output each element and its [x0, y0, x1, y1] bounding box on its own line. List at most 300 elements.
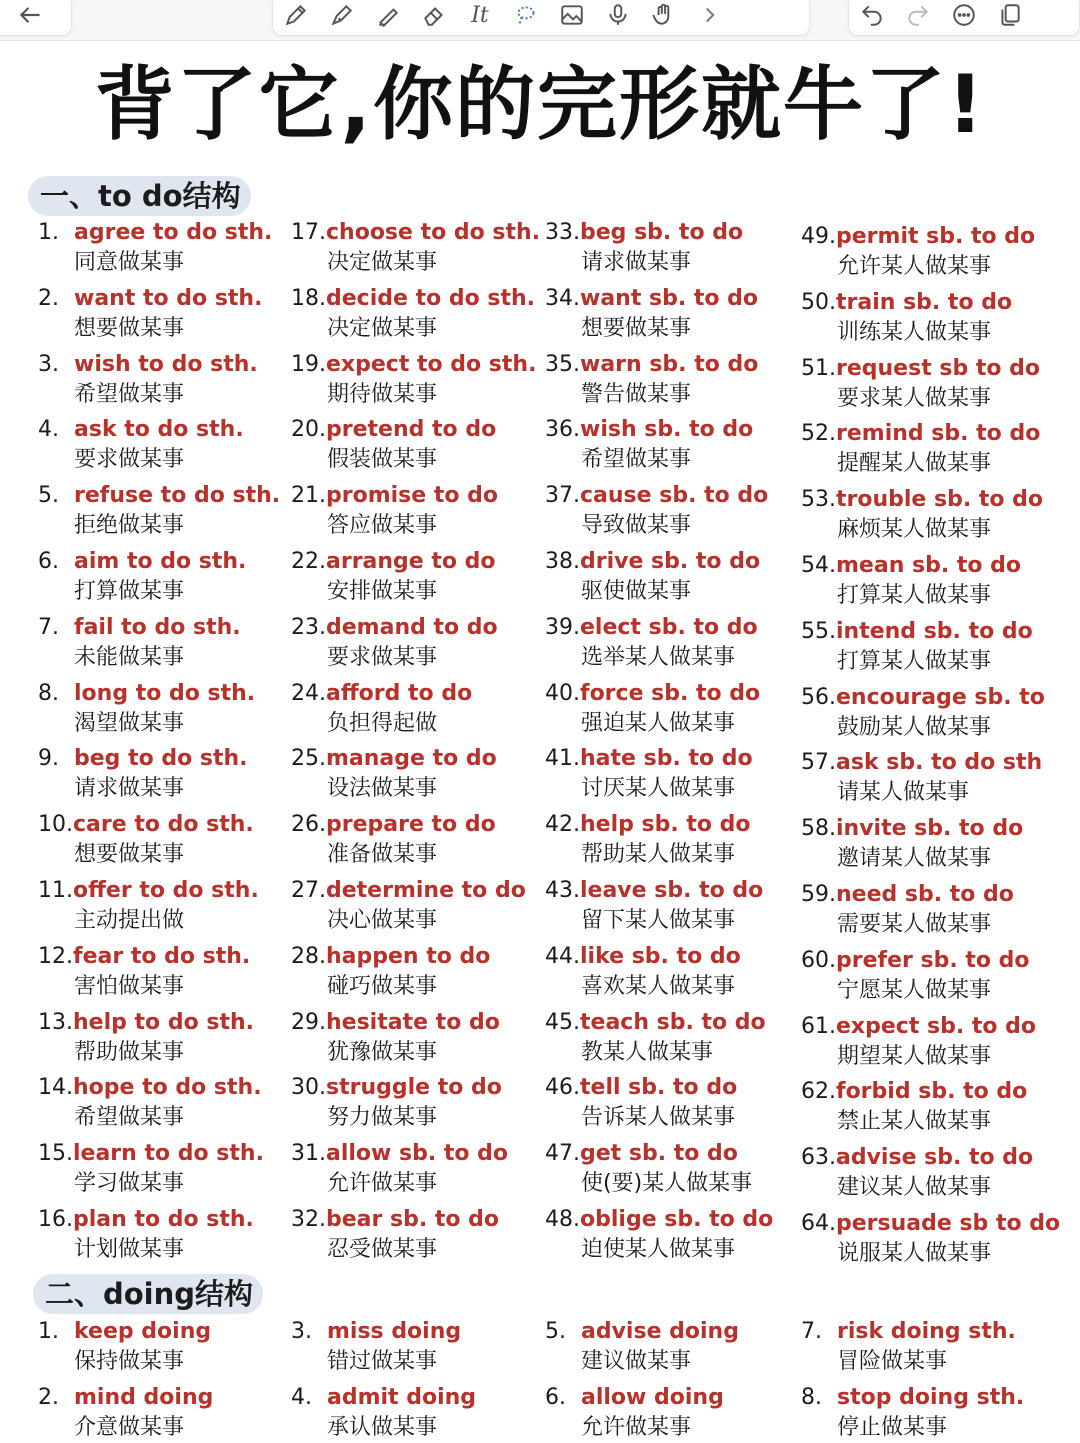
phrase-item	[801, 880, 1014, 940]
phrase-item	[291, 744, 497, 804]
chinese-meaning: 想要做某事	[74, 315, 185, 341]
chinese-meaning: 忍受做某事	[327, 1237, 438, 1262]
item-number: 20.	[291, 417, 326, 443]
chinese-meaning: 决心做某事	[327, 908, 438, 933]
phrase-item	[38, 876, 259, 936]
item-number: 19.	[291, 351, 326, 377]
english-phrase: warn sb. to do	[580, 351, 759, 377]
phrase-item	[545, 810, 751, 870]
item-number: 44.	[545, 943, 580, 969]
chinese-meaning: 保持做某事	[74, 1349, 185, 1374]
item-number: 2.	[38, 1385, 59, 1410]
chinese-meaning: 主动提出做	[74, 908, 185, 933]
english-phrase: forbid sb. to do	[836, 1079, 1028, 1105]
item-number: 13.	[38, 1009, 73, 1035]
english-phrase: learn to do sth.	[73, 1141, 264, 1167]
phrase-item	[38, 481, 280, 541]
item-number: 14.	[38, 1075, 73, 1101]
phrase-item	[291, 679, 472, 739]
item-number: 59.	[801, 882, 836, 907]
chinese-meaning: 选举某人做某事	[581, 644, 736, 670]
item-number: 21.	[291, 483, 326, 509]
phrase-item	[291, 876, 526, 936]
phrase-item	[801, 551, 1021, 611]
phrase-item	[801, 814, 1023, 874]
chinese-meaning: 帮助做某事	[74, 1039, 185, 1065]
phrase-item	[291, 415, 496, 475]
drawing-tools	[272, 0, 810, 36]
english-phrase: persuade sb to do	[836, 1211, 1061, 1236]
english-phrase: struggle to do	[326, 1075, 502, 1101]
english-phrase: mind doing	[74, 1385, 214, 1410]
item-number: 4.	[38, 417, 59, 443]
item-number: 38.	[545, 549, 580, 574]
english-phrase: force sb. to do	[580, 680, 761, 706]
english-phrase: expect sb. to do	[836, 1013, 1037, 1039]
english-phrase: happen to do	[326, 943, 491, 969]
item-number: 31.	[291, 1141, 326, 1167]
english-phrase: permit sb. to do	[836, 224, 1036, 249]
chevron-right-icon[interactable]	[687, 0, 733, 35]
english-phrase: want to do sth.	[74, 285, 263, 311]
phrase-item	[801, 1383, 1024, 1443]
chinese-meaning: 要求做某事	[74, 447, 185, 473]
phrase-item	[291, 481, 498, 541]
phrase-item	[801, 1077, 1027, 1137]
phrase-item	[545, 876, 763, 936]
english-phrase: like sb. to do	[580, 943, 741, 969]
phrase-item	[545, 415, 753, 475]
phrase-item	[291, 613, 498, 673]
history-group	[848, 0, 1080, 36]
phrase-item	[38, 218, 272, 278]
chinese-meaning: 计划做某事	[74, 1237, 185, 1262]
english-phrase: help sb. to do	[580, 812, 751, 838]
phrase-item	[801, 419, 1040, 479]
english-phrase: wish sb. to do	[580, 417, 754, 443]
phrase-item	[291, 1073, 502, 1133]
chinese-meaning: 未能做某事	[74, 644, 185, 670]
item-number: 15.	[38, 1141, 73, 1167]
english-phrase: allow doing	[581, 1385, 724, 1410]
chinese-meaning: 渴望做某事	[74, 710, 185, 736]
english-phrase: hesitate to do	[326, 1009, 500, 1035]
chinese-meaning: 冒险做某事	[837, 1349, 948, 1374]
phrase-item	[545, 218, 743, 278]
item-number: 33.	[545, 220, 580, 245]
item-number: 56.	[801, 684, 836, 710]
english-phrase: keep doing	[74, 1319, 212, 1344]
phrase-item	[545, 1383, 724, 1443]
english-phrase: demand to do	[326, 614, 498, 640]
english-phrase: oblige sb. to do	[580, 1207, 774, 1232]
chinese-meaning: 要求做某事	[327, 644, 438, 670]
item-number: 35.	[545, 351, 580, 377]
english-phrase: drive sb. to do	[580, 549, 761, 574]
english-phrase: manage to do	[326, 746, 497, 772]
chinese-meaning: 害怕做某事	[74, 973, 185, 999]
chinese-meaning: 要求某人做某事	[837, 385, 992, 411]
english-phrase: request sb to do	[836, 355, 1041, 381]
chinese-meaning: 打算某人做某事	[837, 648, 992, 674]
item-number: 2.	[38, 285, 59, 311]
english-phrase: cause sb. to do	[580, 483, 769, 509]
chinese-meaning: 答应做某事	[327, 513, 438, 539]
phrase-item	[38, 547, 246, 607]
pen-icon[interactable]	[273, 0, 319, 35]
english-phrase: intend sb. to do	[836, 618, 1033, 644]
item-number: 49.	[801, 224, 836, 249]
item-number: 3.	[291, 1319, 312, 1344]
image-icon[interactable]	[549, 0, 595, 35]
text-tool-icon[interactable]: It	[471, 2, 489, 28]
chinese-meaning: 讨厌某人做某事	[581, 776, 736, 802]
item-number: 39.	[545, 614, 580, 640]
item-number: 5.	[38, 483, 59, 509]
chinese-meaning: 迫使某人做某事	[581, 1237, 736, 1262]
section-heading: 二、doing结构	[33, 1274, 263, 1314]
item-number: 36.	[545, 417, 580, 443]
phrase-item	[545, 284, 758, 344]
hand-icon[interactable]	[641, 0, 687, 35]
item-number: 5.	[545, 1319, 566, 1344]
phrase-item	[38, 810, 254, 870]
lasso-icon[interactable]	[503, 0, 549, 35]
chinese-meaning: 警告做某事	[581, 381, 692, 407]
item-number: 53.	[801, 487, 836, 513]
english-phrase: beg to do sth.	[74, 746, 248, 772]
chinese-meaning: 请求做某事	[74, 776, 185, 802]
chinese-meaning: 同意做某事	[74, 250, 185, 275]
english-phrase: bear sb. to do	[326, 1207, 500, 1232]
chinese-meaning: 建议做某事	[581, 1349, 692, 1374]
item-number: 37.	[545, 483, 580, 509]
english-phrase: long to do sth.	[74, 680, 256, 706]
item-number: 8.	[38, 680, 59, 706]
phrase-item	[291, 1383, 476, 1443]
english-phrase: care to do sth.	[73, 812, 254, 838]
top-toolbar	[0, 0, 1080, 41]
english-phrase: hate sb. to do	[580, 746, 753, 772]
item-number: 30.	[291, 1075, 326, 1101]
english-phrase: beg sb. to do	[580, 220, 744, 245]
phrase-item	[545, 613, 758, 673]
chinese-meaning: 想要做某事	[74, 842, 185, 868]
item-number: 4.	[291, 1385, 312, 1410]
phrase-item	[291, 547, 496, 607]
phrase-item	[545, 1073, 737, 1133]
phrase-item	[801, 683, 1045, 743]
phrase-item	[801, 1317, 1016, 1377]
page-title: 背了它,你的完形就牛了!	[94, 58, 986, 151]
english-phrase: decide to do sth.	[326, 285, 536, 311]
phrase-item	[291, 1139, 508, 1199]
chinese-meaning: 训练某人做某事	[837, 319, 992, 345]
item-number: 28.	[291, 943, 326, 969]
chinese-meaning: 期待做某事	[327, 381, 438, 407]
chinese-meaning: 喜欢某人做某事	[581, 973, 736, 999]
item-number: 60.	[801, 947, 836, 973]
phrase-item	[291, 350, 536, 410]
phrase-item	[801, 617, 1033, 677]
english-phrase: risk doing sth.	[837, 1319, 1016, 1344]
chinese-meaning: 碰巧做某事	[327, 973, 438, 999]
item-number: 46.	[545, 1075, 580, 1101]
pages-icon[interactable]	[987, 0, 1033, 35]
chinese-meaning: 拒绝做某事	[74, 513, 185, 539]
chinese-meaning: 允许做某事	[581, 1415, 692, 1440]
phrase-item	[38, 1205, 254, 1265]
phrase-item	[801, 354, 1040, 414]
item-number: 1.	[38, 1319, 59, 1344]
phrase-item	[38, 284, 262, 344]
chinese-meaning: 使(要)某人做某事	[581, 1171, 753, 1197]
chinese-meaning: 帮助某人做某事	[581, 842, 736, 868]
chinese-meaning: 导致做某事	[581, 513, 692, 539]
back-group	[0, 0, 72, 36]
english-phrase: admit doing	[327, 1385, 477, 1410]
chinese-meaning: 驱使做某事	[581, 579, 692, 604]
item-number: 52.	[801, 421, 836, 447]
english-phrase: pretend to do	[326, 417, 497, 443]
phrase-item	[291, 1317, 461, 1377]
item-number: 45.	[545, 1009, 580, 1035]
english-phrase: miss doing	[327, 1319, 462, 1344]
english-phrase: choose to do sth.	[326, 220, 541, 245]
item-number: 42.	[545, 812, 580, 838]
english-phrase: trouble sb. to do	[836, 487, 1044, 513]
item-number: 25.	[291, 746, 326, 772]
item-number: 9.	[38, 746, 59, 772]
phrase-item	[801, 485, 1043, 545]
english-phrase: prepare to do	[326, 812, 496, 838]
english-phrase: advise doing	[581, 1319, 739, 1344]
item-number: 16.	[38, 1207, 73, 1232]
chinese-meaning: 邀请某人做某事	[837, 846, 992, 872]
phrase-item	[545, 481, 768, 541]
phrase-item	[545, 1008, 766, 1068]
chinese-meaning: 需要某人做某事	[837, 912, 992, 937]
phrase-item	[291, 218, 540, 278]
highlighter-icon[interactable]	[365, 0, 411, 35]
english-phrase: fear to do sth.	[73, 943, 251, 969]
eraser-icon[interactable]	[411, 0, 457, 35]
chinese-meaning: 假装做某事	[327, 447, 438, 473]
chinese-meaning: 希望做某事	[74, 1105, 185, 1131]
english-phrase: leave sb. to do	[580, 878, 764, 903]
item-number: 32.	[291, 1207, 326, 1232]
english-phrase: determine to do	[326, 878, 526, 903]
phrase-item	[38, 1008, 254, 1068]
chinese-meaning: 决定做某事	[327, 250, 438, 275]
english-phrase: ask sb. to do sth	[836, 750, 1043, 776]
english-phrase: teach sb. to do	[580, 1009, 766, 1035]
redo-icon[interactable]	[895, 0, 941, 35]
phrase-item	[38, 744, 248, 804]
chinese-meaning: 建议某人做某事	[837, 1175, 992, 1201]
undo-icon[interactable]	[849, 0, 895, 35]
phrase-item	[38, 613, 241, 673]
english-phrase: tell sb. to do	[580, 1075, 738, 1101]
phrase-item	[545, 1205, 773, 1265]
chinese-meaning: 期望某人做某事	[837, 1043, 992, 1069]
item-number: 3.	[38, 351, 59, 377]
english-phrase: expect to do sth.	[326, 351, 537, 377]
english-phrase: fail to do sth.	[74, 614, 241, 640]
item-number: 8.	[801, 1385, 822, 1410]
more-icon[interactable]	[941, 0, 987, 35]
phrase-item	[291, 284, 535, 344]
english-phrase: wish to do sth.	[74, 351, 258, 377]
phrase-item	[801, 1143, 1033, 1203]
item-number: 41.	[545, 746, 580, 772]
english-phrase: agree to do sth.	[74, 220, 273, 245]
english-phrase: elect sb. to do	[580, 614, 758, 640]
item-number: 58.	[801, 816, 836, 842]
item-number: 61.	[801, 1013, 836, 1039]
phrase-item	[801, 1012, 1036, 1072]
english-phrase: arrange to do	[326, 549, 496, 574]
chinese-meaning: 设法做某事	[327, 776, 438, 802]
phrase-item	[801, 946, 1030, 1006]
phrase-item	[38, 1139, 264, 1199]
phrase-item	[801, 748, 1042, 808]
chinese-meaning: 鼓励某人做某事	[837, 714, 992, 740]
item-number: 57.	[801, 750, 836, 776]
english-phrase: aim to do sth.	[74, 549, 247, 574]
chinese-meaning: 允许做某事	[327, 1171, 438, 1197]
item-number: 24.	[291, 680, 326, 706]
phrase-item	[38, 1383, 213, 1443]
english-phrase: offer to do sth.	[73, 878, 259, 903]
section-heading: 一、to do结构	[28, 176, 251, 216]
fountain-pen-icon[interactable]	[319, 0, 365, 35]
chinese-meaning: 准备做某事	[327, 842, 438, 868]
chinese-meaning: 允许某人做某事	[837, 254, 992, 279]
chinese-meaning: 决定做某事	[327, 315, 438, 341]
chinese-meaning: 犹豫做某事	[327, 1039, 438, 1065]
chinese-meaning: 说服某人做某事	[837, 1241, 992, 1266]
phrase-item	[291, 1008, 500, 1068]
chinese-meaning: 宁愿某人做某事	[837, 977, 992, 1003]
english-phrase: help to do sth.	[73, 1009, 254, 1035]
phrase-item	[291, 942, 490, 1002]
item-number: 43.	[545, 878, 580, 903]
item-number: 27.	[291, 878, 326, 903]
english-phrase: afford to do	[326, 680, 473, 706]
item-number: 18.	[291, 285, 326, 311]
english-phrase: prefer sb. to do	[836, 947, 1030, 973]
item-number: 6.	[545, 1385, 566, 1410]
english-phrase: ask to do sth.	[74, 417, 244, 443]
item-number: 7.	[801, 1319, 822, 1344]
chinese-meaning: 留下某人做某事	[581, 908, 736, 933]
phrase-item	[545, 679, 760, 739]
chinese-meaning: 提醒某人做某事	[837, 451, 992, 477]
back-arrow-icon[interactable]	[7, 0, 53, 35]
phrase-item	[801, 288, 1012, 348]
chinese-meaning: 承认做某事	[327, 1415, 438, 1440]
chinese-meaning: 安排做某事	[327, 579, 438, 604]
phrase-item	[38, 415, 244, 475]
phrase-item	[545, 744, 753, 804]
phrase-item	[38, 942, 250, 1002]
chinese-meaning: 学习做某事	[74, 1171, 185, 1197]
chinese-meaning: 负担得起做	[327, 710, 438, 736]
english-phrase: stop doing sth.	[837, 1385, 1025, 1410]
phrase-item	[801, 222, 1035, 282]
item-number: 23.	[291, 614, 326, 640]
chinese-meaning: 想要做某事	[581, 315, 692, 341]
microphone-icon[interactable]	[595, 0, 641, 35]
item-number: 48.	[545, 1207, 580, 1232]
item-number: 51.	[801, 355, 836, 381]
item-number: 63.	[801, 1145, 836, 1171]
chinese-meaning: 停止做某事	[837, 1415, 948, 1440]
item-number: 10.	[38, 812, 73, 838]
phrase-item	[545, 1139, 752, 1199]
chinese-meaning: 告诉某人做某事	[581, 1105, 736, 1131]
chinese-meaning: 错过做某事	[327, 1349, 438, 1374]
phrase-item	[545, 547, 760, 607]
english-phrase: want sb. to do	[580, 285, 759, 311]
item-number: 6.	[38, 549, 59, 574]
english-phrase: promise to do	[326, 483, 499, 509]
english-phrase: train sb. to do	[836, 289, 1013, 315]
phrase-item	[291, 810, 496, 870]
item-number: 29.	[291, 1009, 326, 1035]
chinese-meaning: 请某人做某事	[837, 780, 970, 806]
item-number: 55.	[801, 618, 836, 644]
english-phrase: remind sb. to do	[836, 421, 1041, 447]
item-number: 47.	[545, 1141, 580, 1167]
phrase-item	[291, 1205, 499, 1265]
english-phrase: invite sb. to do	[836, 816, 1024, 842]
item-number: 64.	[801, 1211, 836, 1236]
chinese-meaning: 希望做某事	[581, 447, 692, 473]
chinese-meaning: 麻烦某人做某事	[837, 517, 992, 543]
item-number: 12.	[38, 943, 73, 969]
english-phrase: encourage sb. to	[836, 684, 1045, 710]
chinese-meaning: 请求做某事	[581, 250, 692, 275]
item-number: 62.	[801, 1079, 836, 1105]
phrase-item	[38, 350, 258, 410]
chinese-meaning: 强迫某人做某事	[581, 710, 736, 736]
item-number: 40.	[545, 680, 580, 706]
english-phrase: mean sb. to do	[836, 553, 1022, 578]
item-number: 26.	[291, 812, 326, 838]
chinese-meaning: 打算某人做某事	[837, 583, 992, 608]
english-phrase: allow sb. to do	[326, 1141, 509, 1167]
chinese-meaning: 打算做某事	[74, 579, 185, 604]
item-number: 54.	[801, 553, 836, 578]
phrase-item	[38, 1317, 211, 1377]
english-phrase: refuse to do sth.	[74, 483, 281, 509]
chinese-meaning: 禁止某人做某事	[837, 1109, 992, 1135]
chinese-meaning: 希望做某事	[74, 381, 185, 407]
phrase-item	[545, 942, 741, 1002]
english-phrase: need sb. to do	[836, 882, 1014, 907]
phrase-item	[545, 350, 758, 410]
english-phrase: hope to do sth.	[73, 1075, 262, 1101]
english-phrase: plan to do sth.	[73, 1207, 254, 1232]
phrase-item	[38, 679, 255, 739]
item-number: 1.	[38, 220, 59, 245]
phrase-item	[38, 1073, 262, 1133]
chinese-meaning: 教某人做某事	[581, 1039, 714, 1065]
item-number: 22.	[291, 549, 326, 574]
english-phrase: get sb. to do	[580, 1141, 738, 1167]
